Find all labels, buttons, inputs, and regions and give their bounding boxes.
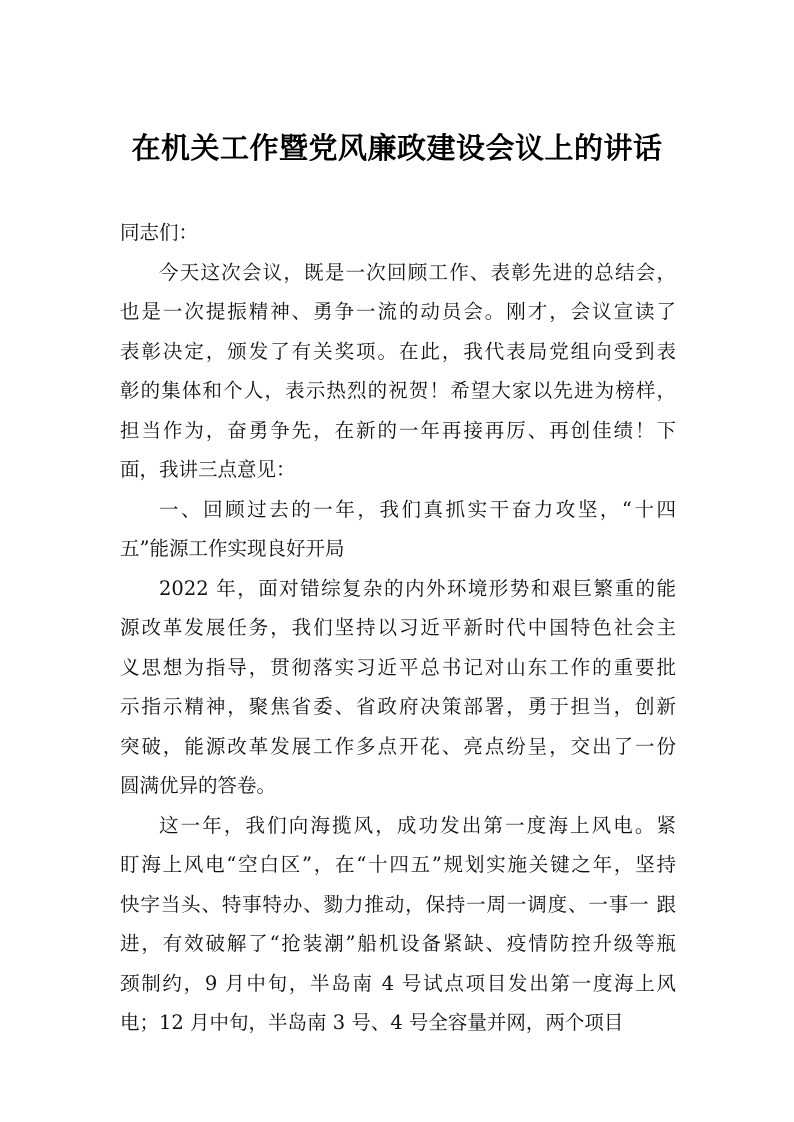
paragraph-line: 盯海上风电“空白区”，在“十四五”规划实施关键之年，坚持 <box>120 853 676 876</box>
paragraph-line: 今天这次会议，既是一次回顾工作、表彰先进的总结会， <box>159 260 676 284</box>
paragraph <box>120 569 676 806</box>
paragraph-line: 一、回顾过去的一年，我们真抓实干奋力攻坚，“十四 <box>159 497 676 521</box>
paragraph-line: 圆满优异的答卷。 <box>120 774 277 797</box>
paragraph-line: 电；12 月中旬，半岛南 3 号、4 号全容量并网，两个项目 <box>120 1011 624 1034</box>
paragraph-line: 担当作为，奋勇争先，在新的一年再接再厉、再创佳绩！下 <box>120 418 676 442</box>
paragraph-line: 颈制约，9 月中旬，半岛南 4 号试点项目发出第一度海上风 <box>120 971 676 995</box>
salutation: 同志们： <box>120 221 199 244</box>
document-title: 在机关工作暨党风廉政建设会议上的讲话 <box>131 131 663 165</box>
paragraph-line: 义思想为指导，贯彻落实习近平总书记对山东工作的重要批 <box>120 655 676 679</box>
paragraph-line: 源改革发展任务，我们坚持以习近平新时代中国特色社会主 <box>120 616 676 639</box>
paragraph-line: 这一年，我们向海揽风，成功发出第一度海上风电。紧 <box>159 813 676 837</box>
paragraph-line: 面，我讲三点意见： <box>120 458 296 481</box>
paragraph-line: 示指示精神，聚焦省委、省政府决策部署，勇于担当，创新 <box>120 695 676 718</box>
document-body <box>120 213 676 1043</box>
paragraph-line: 也是一次提振精神、勇争一流的动员会。刚才，会议宣读了 <box>120 300 676 323</box>
section-heading <box>120 490 676 569</box>
paragraph-line: 进，有效破解了“抢装潮”船机设备紧缺、疫情防控升级等瓶 <box>120 932 676 955</box>
paragraph-line: 突破，能源改革发展工作多点开花、亮点纷呈，交出了一份 <box>120 734 676 758</box>
paragraph-line: 表彰决定，颁发了有关奖项。在此，我代表局党组向受到表 <box>120 339 676 363</box>
paragraph-line: 五”能源工作实现良好开局 <box>120 537 345 560</box>
paragraph <box>120 253 676 490</box>
paragraph <box>120 806 676 1043</box>
paragraph-line: 2022 年，面对错综复杂的内外环境形势和艰巨繁重的能 <box>159 576 676 600</box>
paragraph-line: 快字当头、特事特办、勠力推动，保持一周一调度、一事一 跟 <box>120 892 676 916</box>
paragraph-line: 彰的集体和个人，表示热烈的祝贺！希望大家以先进为榜样， <box>120 379 676 402</box>
